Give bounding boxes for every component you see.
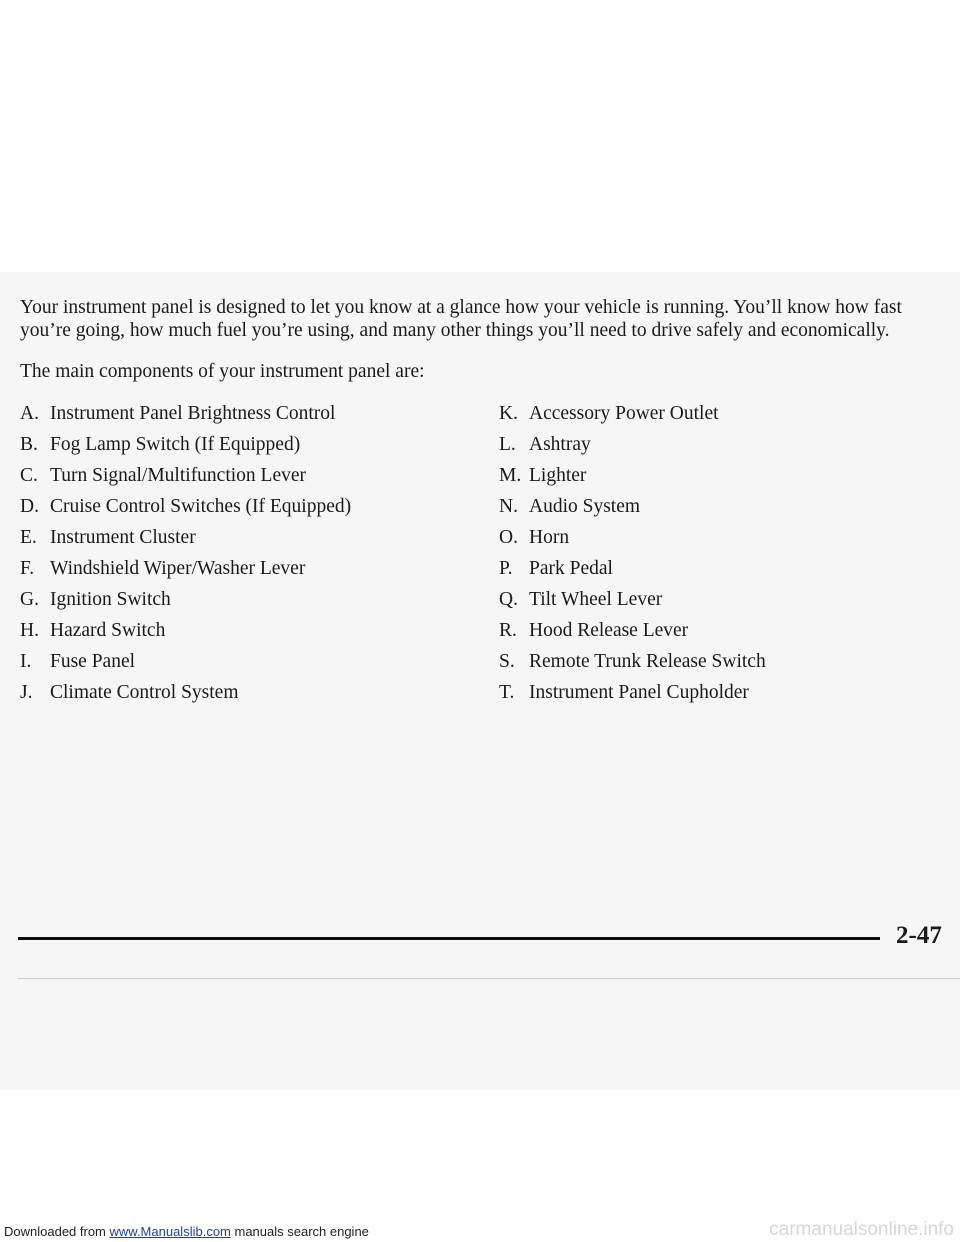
page-number: 2-47 <box>896 922 942 949</box>
list-item: J. Climate Control System <box>20 682 239 703</box>
list-item: Q. Tilt Wheel Lever <box>499 589 663 610</box>
watermark: carmanualsonline.info <box>769 1219 954 1240</box>
list-item: M. Lighter <box>499 465 587 486</box>
components-lead: The main components of your instrument panel are: <box>20 361 425 382</box>
list-item: H. Hazard Switch <box>20 620 166 641</box>
list-item: A. Instrument Panel Brightness Control <box>20 403 336 424</box>
list-item: C. Turn Signal/Multifunction Lever <box>20 465 307 486</box>
list-item: I. Fuse Panel <box>20 651 136 672</box>
list-item: N. Audio System <box>499 496 641 517</box>
list-item: P. Park Pedal <box>499 558 613 579</box>
list-item: T. Instrument Panel Cupholder <box>499 682 749 703</box>
thin-divider <box>18 978 960 979</box>
components-list-left <box>20 398 351 708</box>
list-item: F. Windshield Wiper/Washer Lever <box>20 558 306 579</box>
list-item: D. Cruise Control Switches (If Equipped) <box>20 496 352 517</box>
manualslib-link[interactable]: www.Manualslib.com <box>109 1224 231 1239</box>
list-item: K. Accessory Power Outlet <box>499 403 719 424</box>
list-item: O. Horn <box>499 527 570 548</box>
list-item: B. Fog Lamp Switch (If Equipped) <box>20 434 301 455</box>
footer-rule <box>18 937 880 940</box>
intro-paragraph: Your instrument panel is designed to let you know at a glance how your vehicle is running. You’ll know how fast you’re going, how much fuel you’re using, and many other things you’ll need to drive safely and economically. <box>20 297 902 341</box>
manual-page <box>0 272 960 1090</box>
list-item: E. Instrument Cluster <box>20 527 196 548</box>
list-item: S. Remote Trunk Release Switch <box>499 651 766 672</box>
list-item: L. Ashtray <box>499 434 591 455</box>
list-item: R. Hood Release Lever <box>499 620 689 641</box>
components-list-right <box>499 398 766 708</box>
download-footer: Downloaded from www.Manualslib.com manuals search engine <box>4 1224 369 1239</box>
list-item: G. Ignition Switch <box>20 589 171 610</box>
